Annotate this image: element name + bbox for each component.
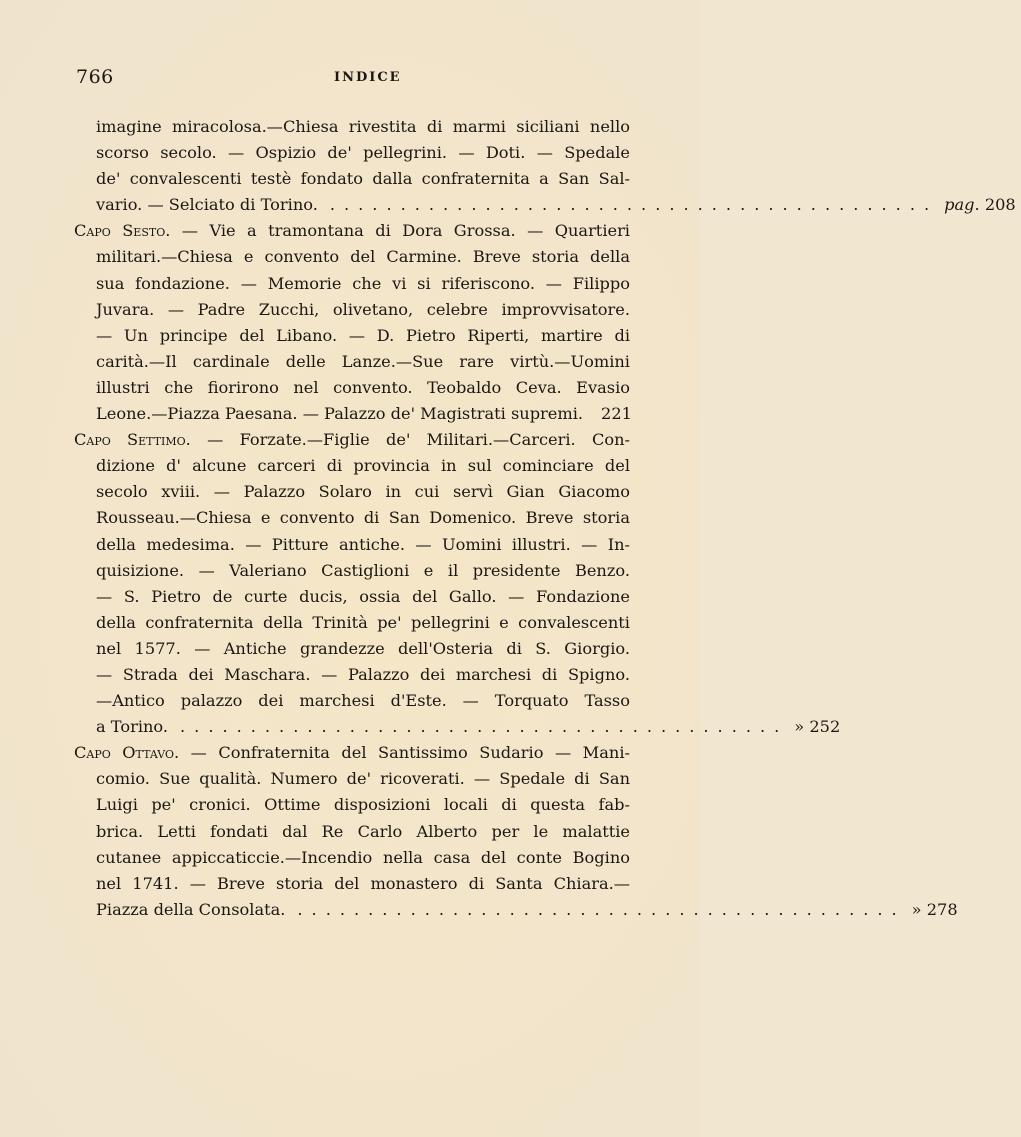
page-ref-number: 208 xyxy=(984,195,1016,215)
toc-line-text: vario. — Selciato di Torino. xyxy=(96,195,318,215)
toc-line: nel 1741. — Breve storia del monastero di Santa Chiara.— xyxy=(96,873,630,893)
toc-line: dizione d' alcune carceri di provincia in sul cominciare del xyxy=(96,456,630,476)
page-reference xyxy=(938,192,1021,218)
toc-entry-head-line xyxy=(64,218,630,244)
running-head xyxy=(76,66,636,96)
page-ref-number: 221 xyxy=(601,404,632,424)
dot-leader: ........................................... xyxy=(180,717,789,737)
toc-line: della confraternita della Trinità pe' pellegrini e convalescenti xyxy=(96,612,630,632)
page-ref-label: » xyxy=(911,899,922,919)
toc-line: — Strada dei Maschara. — Palazzo dei marchesi di Spigno. xyxy=(96,664,630,684)
toc-line: — Un principe del Libano. — D. Pietro Riperti, martire di xyxy=(96,325,630,345)
toc-line: Rousseau.—Chiesa e convento di San Domenico. Breve storia xyxy=(96,508,630,528)
toc-line-text: Leone.—Piazza Paesana. — Palazzo de' Magistrati supremi. xyxy=(96,404,584,424)
toc-line-text: a Torino. xyxy=(96,717,169,737)
toc-line: brica. Letti fondati dal Re Carlo Alberto per le malattie xyxy=(96,821,630,841)
toc-line-with-page xyxy=(64,401,630,427)
dot-leader: ........................................... xyxy=(329,195,939,215)
toc-line: — S. Pietro de curte ducis, ossia del Gallo. — Fondazione xyxy=(96,586,630,606)
table-of-contents xyxy=(64,114,1016,923)
page-number: 766 xyxy=(76,66,114,88)
toc-line-text: — Forzate.—Figlie de' Militari.—Carceri. Con- xyxy=(190,430,630,450)
toc-line: Luigi pe' cronici. Ottime disposizioni locali di questa fab- xyxy=(96,795,630,815)
dot-leader: ........................................... xyxy=(297,899,906,919)
page-ref-label: » xyxy=(794,717,805,737)
chapter-heading: Capo Sesto. xyxy=(74,221,171,241)
toc-line: Juvara. — Padre Zucchi, olivetano, celebre improvvisatore. xyxy=(96,299,630,319)
page-ref-number: 252 xyxy=(809,717,841,737)
toc-line: scorso secolo. — Ospizio de' pellegrini. — Doti. — Spedale xyxy=(96,143,630,163)
toc-entry-head-line xyxy=(64,427,630,453)
page-reference xyxy=(788,714,845,740)
toc-line: carità.—Il cardinale delle Lanze.—Sue rare virtù.—Uomini xyxy=(96,351,630,371)
chapter-heading: Capo Settimo. xyxy=(74,430,191,450)
toc-line: de' convalescenti testè fondato dalla confraternita a San Sal- xyxy=(96,169,630,189)
toc-line: illustri che fiorirono nel convento. Teobaldo Ceva. Evasio xyxy=(96,377,630,397)
toc-line: quisizione. — Valeriano Castiglioni e il presidente Benzo. xyxy=(96,560,630,580)
toc-line: secolo xviii. — Palazzo Solaro in cui servì Gian Giacomo xyxy=(96,482,630,502)
page-reference xyxy=(595,401,637,427)
toc-line-with-page xyxy=(64,192,1016,218)
chapter-heading: Capo Ottavo. xyxy=(74,743,180,763)
toc-line-text: — Confraternita del Santissimo Sudario — Mani- xyxy=(179,743,630,763)
toc-line: —Antico palazzo dei marchesi d'Este. — Torquato Tasso xyxy=(96,691,630,711)
toc-line: imagine miracolosa.—Chiesa rivestita di marmi siciliani nello xyxy=(96,117,630,136)
toc-line: comio. Sue qualità. Numero de' ricoverati. — Spedale di San xyxy=(96,769,630,789)
page-ref-number: 278 xyxy=(926,899,958,919)
toc-entry-head-line xyxy=(64,740,630,766)
page-reference xyxy=(906,897,963,923)
page-ref-label: pag. xyxy=(944,195,980,215)
toc-line: cutanee appiccaticcie.—Incendio nella casa del conte Bogino xyxy=(96,847,630,867)
toc-line: della medesima. — Pitture antiche. — Uomini illustri. — In- xyxy=(96,534,630,554)
toc-line-with-page xyxy=(64,897,958,923)
toc-line-text: — Vie a tramontana di Dora Grossa. — Quartieri xyxy=(170,221,630,241)
toc-line: sua fondazione. — Memorie che vi si riferiscono. — Filippo xyxy=(96,273,630,293)
toc-line-with-page xyxy=(64,714,841,740)
toc-line: nel 1577. — Antiche grandezze dell'Osteria di S. Giorgio. xyxy=(96,638,630,658)
toc-line-text: Piazza della Consolata. xyxy=(96,899,286,919)
toc-line: militari.—Chiesa e convento del Carmine. Breve storia della xyxy=(96,247,630,267)
header-title: INDICE xyxy=(334,70,402,85)
